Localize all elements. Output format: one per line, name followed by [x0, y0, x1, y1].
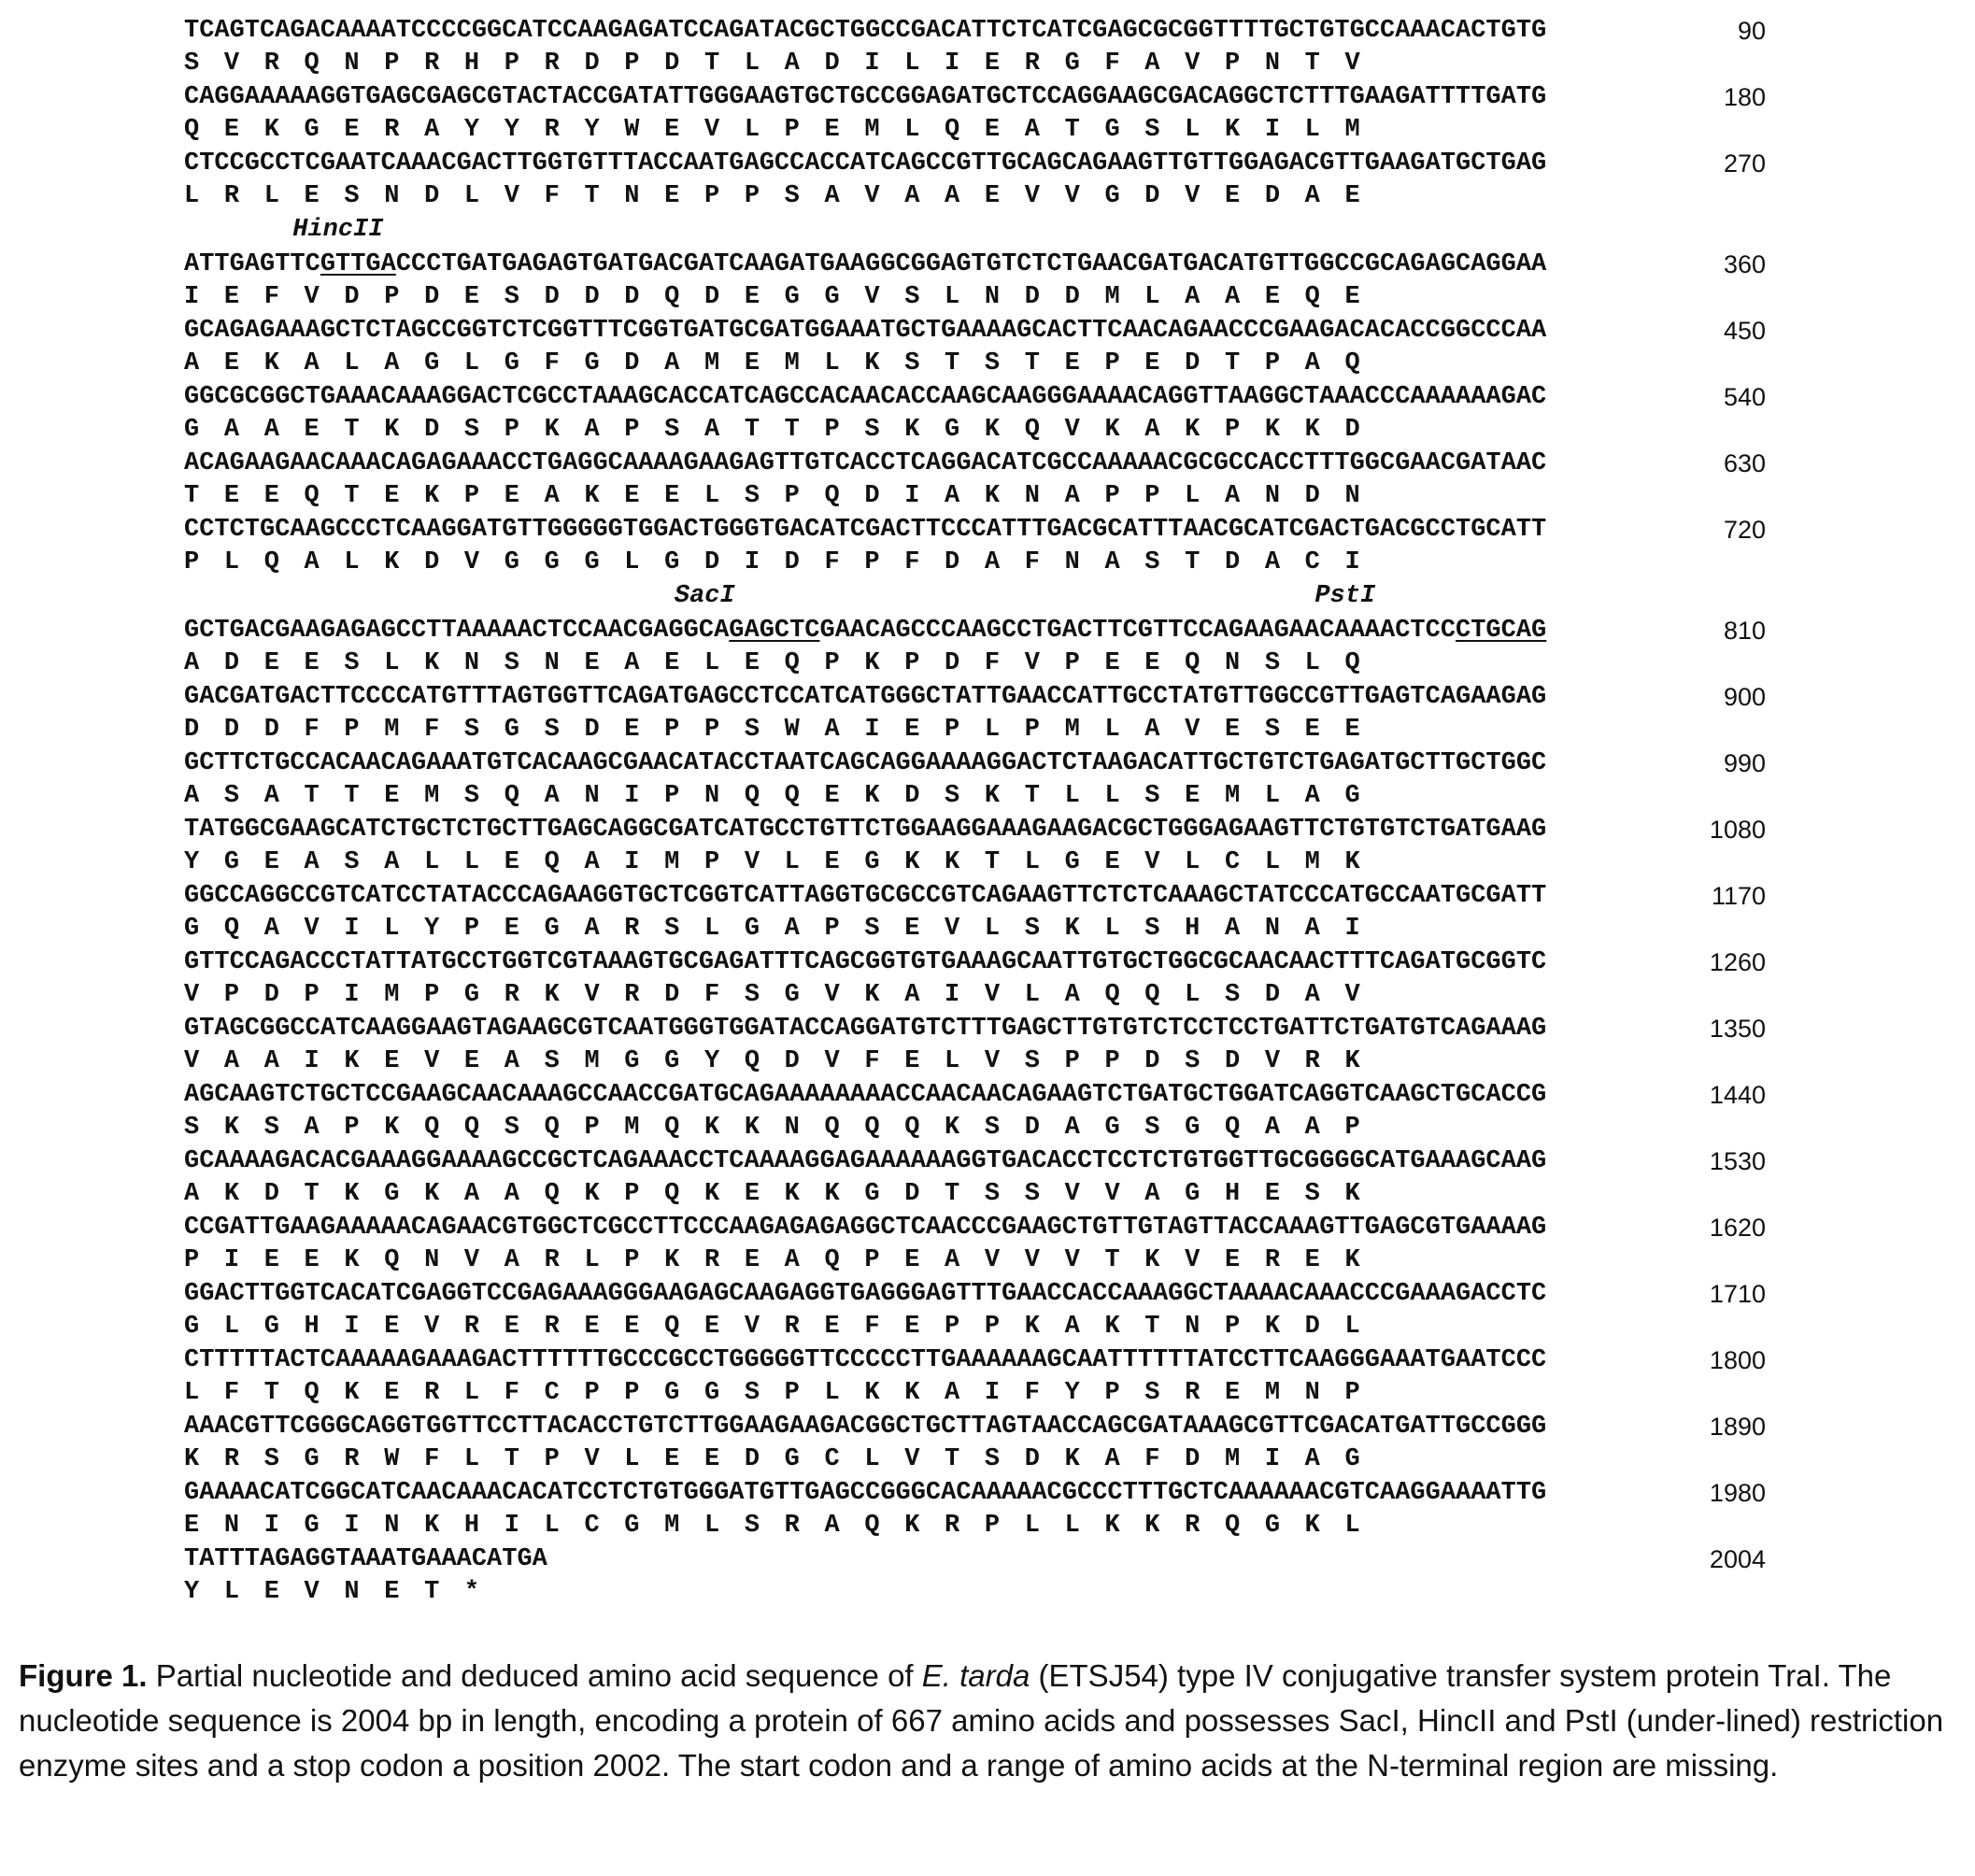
nucleotide-position: 1170: [1711, 882, 1766, 910]
nucleotide-line: CTTTTTACTCAAAAAGAAAGACTTTTTTGCCCGCCTGGGGGTTCCCCCTTGAAAAAAGCAATTTTTTATCCTTCAAGGGAAATGAATCCC: [184, 1346, 1547, 1374]
caption-label: Figure 1.: [19, 1658, 148, 1693]
nucleotide-position: 90: [1737, 17, 1766, 45]
nucleotide-position: 1260: [1709, 948, 1766, 976]
nucleotide-position: 990: [1723, 749, 1766, 777]
nucleotide-line: TATTTAGAGGTAAATGAAACATGA: [184, 1545, 547, 1573]
nucleotide-position: 900: [1723, 683, 1766, 711]
restriction-site-label: SacI: [674, 582, 735, 610]
amino-acid-line: A E K A L A G L G F G D A M E M L K S T S T E P E D T P A Q: [184, 349, 1360, 377]
amino-acid-line: G L G H I E V R E R E E Q E V R E F E P P K A K T N P K D L: [184, 1313, 1360, 1341]
nucleotide-line: CCGATTGAAGAAAAACAGAACGTGGCTCGCCTTCCCAAGAGAGAGGCTCAACCCGAAGCTGTTGTAGTTACCAAAGTTGAGCGTGAAAAG: [184, 1214, 1547, 1242]
amino-acid-line: D D D F P M F S G S D E P P S W A I E P L P M L A V E S E E: [184, 716, 1360, 744]
amino-acid-line: I E F V D P D E S D D D Q D E G G V S L N D D M L A A E Q E: [184, 283, 1360, 311]
nucleotide-line: ATTGAGTTCGTTGACCCTGATGAGAGTGATGACGATCAAGATGAAGGCGGAGTGTCTCTGAACGATGACATGTTGGCCGCAGAGCAGGAA: [184, 250, 1547, 278]
amino-acid-line: G Q A V I L Y P E G A R S L G A P S E V L S K L S H A N A I: [184, 915, 1360, 943]
restriction-site-label: HincII: [292, 216, 384, 244]
amino-acid-line: P L Q A L K D V G G G L G D I D F P F D A F N A S T D A C I: [184, 548, 1360, 576]
nucleotide-line: ACAGAAGAACAAACAGAGAAACCTGAGGCAAAAGAAGAGTTGTCACCTCAGGACATCGCCAAAAACGCGCCACCTTTGGCGAACGATAAC: [184, 449, 1547, 477]
amino-acid-line: V A A I K E V E A S M G G Y Q D V F E L V S P P D S D V R K: [184, 1047, 1360, 1075]
amino-acid-line: K R S G R W F L T P V L E E D G C L V T S D K A F D M I A G: [184, 1445, 1360, 1473]
amino-acid-line: A K D T K G K A A Q K P Q K E K K G D T S S V V A G H E S K: [184, 1180, 1360, 1208]
nucleotide-position: 180: [1723, 83, 1766, 111]
nucleotide-line: CAGGAAAAAGGTGAGCGAGCGTACTACCGATATTGGGAAGTGCTGCCGGAGATGCTCCAGGAAGCGACAGGCTCTTTGAAGATTTTGATG: [184, 83, 1547, 111]
nucleotide-line: CCTCTGCAAGCCCTCAAGGATGTTGGGGGTGGACTGGGTGACATCGACTTCCCATTTGACGCATTTAACGCATCGACTGACGCCTGCATT: [184, 516, 1547, 544]
nucleotide-line: GAAAACATCGGCATCAACAAACACATCCTCTGTGGGATGTTGAGCCGGGCACAAAAACGCCCTTTGCTCAAAAAACGTCAAGGAAAATTG: [184, 1479, 1547, 1507]
nucleotide-line: AAACGTTCGGGCAGGTGGTTCCTTACACCTGTCTTGGAAGAAGACGGCTGCTTAGTAACCAGCGATAAAGCGTTCGACATGATTGCCGGG: [184, 1413, 1547, 1441]
nucleotide-position: 1710: [1709, 1280, 1766, 1308]
nucleotide-line: CTCCGCCTCGAATCAAACGACTTGGTGTTTACCAATGAGCCACCATCAGCCGTTGCAGCAGAAGTTGTTGGAGACGTTGAAGATGCTGAG: [184, 149, 1547, 178]
amino-acid-line: Y G E A S A L L E Q A I M P V L E G K K T L G E V L C L M K: [184, 848, 1360, 876]
nucleotide-line: GGACTTGGTCACATCGAGGTCCGAGAAAGGGAAGAGCAAGAGGTGAGGGAGTTTGAACCACCAAAGGCTAAAACAAACCCGAAAGACCTC: [184, 1280, 1547, 1308]
restriction-site-sequence: CTGCAG: [1456, 617, 1547, 645]
nucleotide-line: GACGATGACTTCCCCATGTTTAGTGGTTCAGATGAGCCTCCATCATGGGCTATTGAACCATTGCCTATGTTGGCCGTTGAGTCAGAAGAG: [184, 683, 1547, 711]
nucleotide-line: TCAGTCAGACAAAATCCCCGGCATCCAAGAGATCCAGATACGCTGGCCGACATTCTCATCGAGCGCGGTTTTGCTGTGCCAAACACTGTG: [184, 17, 1547, 45]
amino-acid-line: Q E K G E R A Y Y R Y W E V L P E M L Q E A T G S L K I L M: [184, 116, 1360, 144]
nucleotide-line: GGCGCGGCTGAAACAAAGGACTCGCCTAAAGCACCATCAGCCACAACACCAAGCAAGGGAAAACAGGTTAAGGCTAAACCCAAAAAAGAC: [184, 383, 1547, 411]
restriction-site-sequence: GAGCTC: [729, 617, 820, 645]
nucleotide-line: GGCCAGGCCGTCATCCTATACCCAGAAGGTGCTCGGTCATTAGGTGCGCCGTCAGAAGTTCTCTCAAAGCTATCCCATGCCAATGCGATT: [184, 882, 1547, 910]
nucleotide-position: 1620: [1709, 1214, 1766, 1242]
amino-acid-line: T E E Q T E K P E A K E E L S P Q D I A K N A P P L A N D N: [184, 482, 1360, 510]
amino-acid-line: L R L E S N D L V F T N E P P S A V A A E V V G D V E D A E: [184, 182, 1360, 210]
nucleotide-line: GCAGAGAAAGCTCTAGCCGGTCTCGGTTTCGGTGATGCGATGGAAATGCTGAAAAGCACTTCAACAGAACCCGAAGACACACCGGCCCAA: [184, 317, 1547, 345]
amino-acid-line: G A A E T K D S P K A P S A T T P S K G K Q V K A K P K K D: [184, 416, 1360, 444]
nucleotide-line: GCAAAAGACACGAAAGGAAAAGCCGCTCAGAAACCTCAAAAGGAGAAAAAAGGTGACACCTCCTCTGTGGTTGCGGGGCATGAAAGCAAG: [184, 1147, 1547, 1175]
caption-text-part2: (ETSJ54) type IV conjugative transfer system protein TraI. The nucleotide sequence is 2004 bp in length, encoding a protein of 667 amino acids and possesses SacI, HincII and PstI (under-lined) restriction enzyme sites and a stop codon a position 2002. The start codon and a range of amino acids at the N-terminal region are missing.: [19, 1658, 1944, 1783]
amino-acid-line: A S A T T E M S Q A N I P N Q Q E K D S K T L L S E M L A G: [184, 782, 1360, 810]
nucleotide-line: GCTGACGAAGAGAGCCTTAAAAACTCCAACGAGGCAGAGCTCGAACAGCCCAAGCCTGACTTCGTTCCAGAAGAACAAAACTCCCTGCAG: [184, 617, 1547, 645]
figure-caption: [19, 1654, 1956, 1788]
nucleotide-position: 1440: [1709, 1081, 1766, 1109]
restriction-site-label: PstI: [1314, 582, 1376, 610]
restriction-site-sequence: GTTGA: [320, 250, 396, 278]
nucleotide-position: 1980: [1709, 1479, 1766, 1507]
amino-acid-line: Y L E V N E T *: [184, 1578, 480, 1606]
nucleotide-position: 1350: [1709, 1015, 1766, 1043]
amino-acid-line: S V R Q N P R H P R D P D T L A D I L I E R G F A V P N T V: [184, 50, 1360, 78]
amino-acid-line: L F T Q K E R L F C P P G G S P L K K A I F Y P S R E M N P: [184, 1379, 1360, 1407]
nucleotide-line: AGCAAGTCTGCTCCGAAGCAACAAAGCCAACCGATGCAGAAAAAAAACCAACAACAGAAGTCTGATGCTGGATCAGGTCAAGCTGCACCG: [184, 1081, 1547, 1109]
nucleotide-position: 540: [1723, 383, 1766, 411]
caption-text-part1: Partial nucleotide and deduced amino acid sequence of: [147, 1658, 922, 1693]
amino-acid-line: A D E E S L K N S N E A E L E Q P K P D F V P E E Q N S L Q: [184, 649, 1360, 677]
nucleotide-line: TATGGCGAAGCATCTGCTCTGCTTGAGCAGGCGATCATGCCTGTTCTGGAAGGAAAGAAGACGCTGGGAGAAGTTCTGTGTCTGATGAAG: [184, 816, 1547, 844]
nucleotide-position: 1080: [1709, 816, 1766, 844]
amino-acid-line: P I E E K Q N V A R L P K R E A Q P E A V V V T K V E R E K: [184, 1246, 1360, 1274]
nucleotide-position: 810: [1723, 617, 1766, 645]
nucleotide-position: 1800: [1709, 1346, 1766, 1374]
nucleotide-position: 720: [1723, 516, 1766, 544]
nucleotide-line: GCTTCTGCCACAACAGAAATGTCACAAGCGAACATACCTAATCAGCAGGAAAAGGACTCTAAGACATTGCTGTCTGAGATGCTTGCTGGC: [184, 749, 1547, 777]
amino-acid-line: E N I G I N K H I L C G M L S R A Q K R P L L K K R Q G K L: [184, 1512, 1360, 1540]
nucleotide-position: 2004: [1709, 1545, 1766, 1573]
caption-species: E. tarda: [921, 1658, 1030, 1693]
amino-acid-line: S K S A P K Q Q S Q P M Q K K N Q Q Q K S D A G S G Q A A P: [184, 1114, 1360, 1142]
nucleotide-position: 1890: [1709, 1413, 1766, 1441]
nucleotide-position: 630: [1723, 449, 1766, 477]
nucleotide-line: GTAGCGGCCATCAAGGAAGTAGAAGCGTCAATGGGTGGATACCAGGATGTCTTTGAGCTTGTGTCTCCTCCTGATTCTGATGTCAGAAAG: [184, 1015, 1547, 1043]
nucleotide-position: 450: [1723, 317, 1766, 345]
nucleotide-line: GTTCCAGACCCTATTATGCCTGGTCGTAAAGTGCGAGATTTCAGCGGTGTGAAAGCAATTGTGCTGGCGCAACAACTTTCAGATGCGGTC: [184, 948, 1547, 976]
nucleotide-position: 270: [1723, 149, 1766, 178]
nucleotide-position: 1530: [1709, 1147, 1766, 1175]
amino-acid-line: V P D P I M P G R K V R D F S G V K A I V L A Q Q L S D A V: [184, 981, 1360, 1009]
nucleotide-position: 360: [1723, 250, 1766, 278]
